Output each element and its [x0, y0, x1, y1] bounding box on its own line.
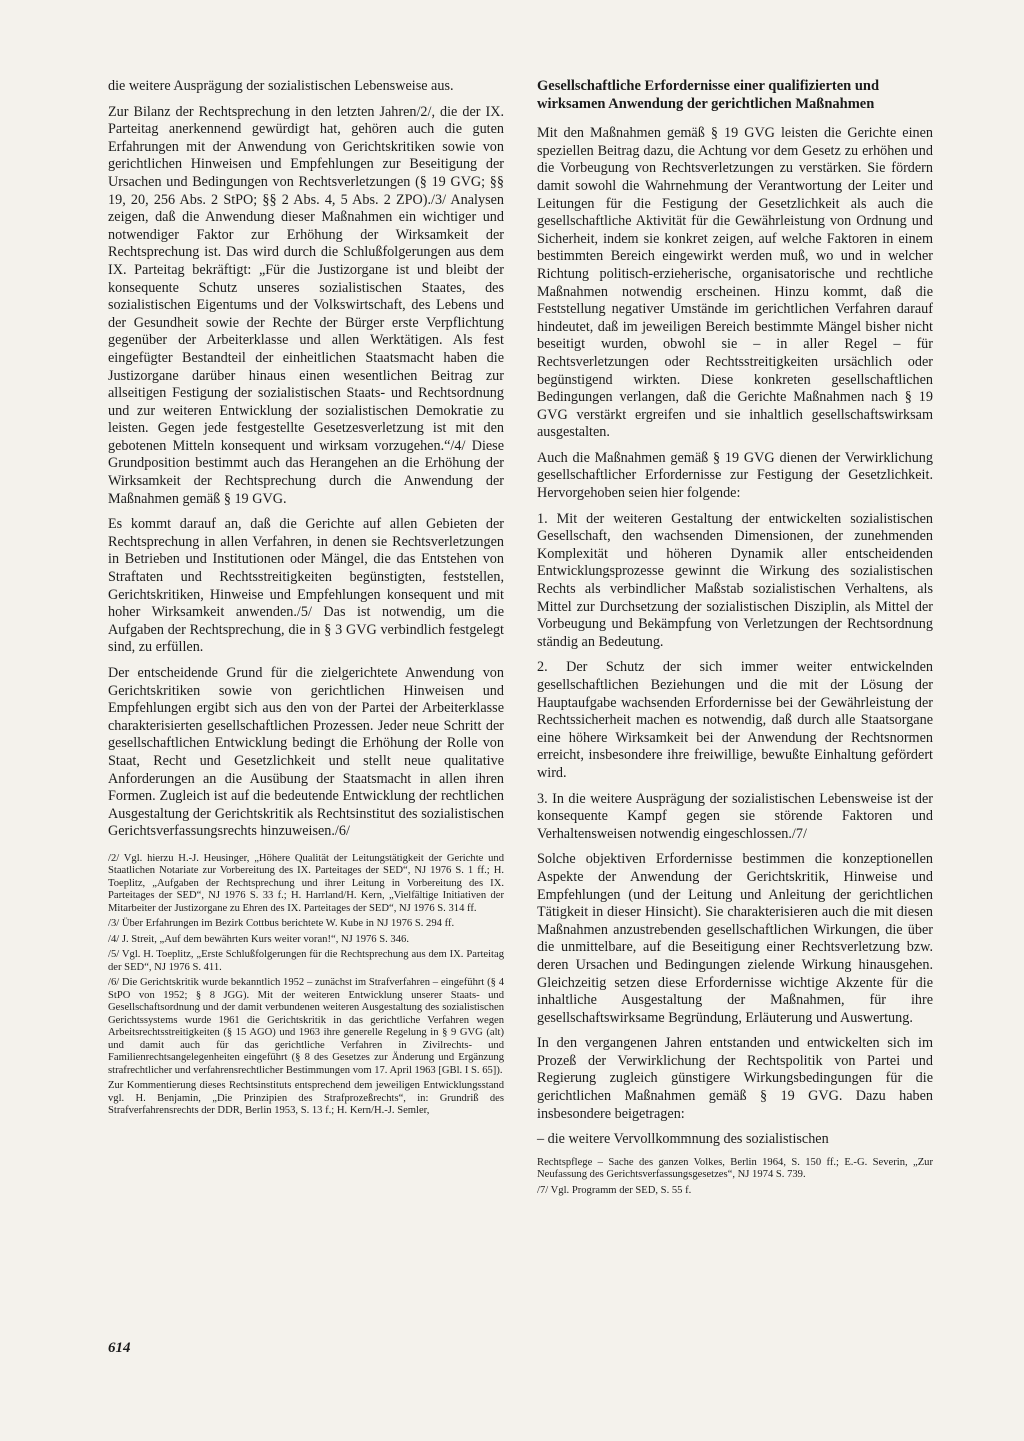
body-paragraph: Solche objektiven Erfordernisse bestimmen die konzeptionellen Aspekte der Anwendung der Gerichtskritik, Hinweise und Empfehlungen (und der Leitung und Anleitung der gerichtlichen Tätigkeit in dieser Hinsicht). Sie charakterisieren auch die mit diesen Maßnahmen anzustrebenden gesellschaftlichen Wirkungen, die über die unmittelbare, auf die Beseitigung einer Rechtsverletzung bzw. deren Ursachen und Bedingungen zielende Wirkung hinausgehen. Gleichzeitig setzen diese Erfordernisse wichtige Akzente für die inhaltliche Ausgestaltung der Maßnahmen, für ihre gesellschaftswirksame Begründung, Erläuterung und Auswertung.	[537, 851, 933, 1026]
body-paragraph: Es kommt darauf an, daß die Gerichte auf allen Gebieten der Rechtsprechung in allen Verfahren, in denen sie Rechtsverletzungen in Betrieben und Institutionen oder Mängel, die das Entstehen von Straftaten und Rechtsstreitigkeiten begünstigten, feststellen, Gerichtskritiken, Hinweise und Empfehlungen konsequent und mit hoher Wirksamkeit anwenden./5/ Das ist notwendig, um die Aufgaben der Rechtsprechung, die in § 3 GVG verbindlich festgelegt sind, zu erfüllen.	[108, 516, 504, 656]
list-item: – die weitere Vervollkommnung des sozialistischen	[537, 1131, 829, 1148]
section-heading: Gesellschaftliche Erfordernisse einer qualifizierten und wirksamen Anwendung der gerichtlichen Maßnahmen	[537, 78, 880, 112]
page-number: 614	[108, 1340, 131, 1356]
body-paragraph: Mit den Maßnahmen gemäß § 19 GVG leisten die Gerichte einen speziellen Beitrag dazu, die Achtung vor dem Gesetz zu erhöhen und die Vorbeugung von Rechtsverletzungen zu verstärken. Sie fördern damit sowohl die Wahrnehmung der Verantwortung der Leiter und Leitungen für die Festigung der Gesetzlichkeit als auch die gesellschaftliche Aktivität für die Gewährleistung von Ordnung und Sicherheit, indem sie konkret zeigen, auf welche Faktoren in einem bestimmten Bereich eingewirkt werden muß, wo und in welcher Richtung politisch-erzieherische, organisatorische und rechtliche Maßnahmen notwendig erscheinen. Hinzu kommt, daß die Feststellung negativer Umstände im gerichtlichen Verfahren darauf hindeutet, daß im jeweiligen Bereich bestimmte Mängel bisher nicht beseitigt wurden, obwohl sie – in aller Regel – für Rechtsverletzungen oder Rechtsstreitigkeiten ursächlich oder begünstigend wirkten. Diese konkreten gesellschaftlichen Bedingungen verlangen, daß die Gerichte Maßnahmen nach § 19 GVG verstärkt ergreifen und sie inhaltlich gesellschaftswirksam ausgestalten.	[537, 125, 933, 441]
footnote: /4/ J. Streit, „Auf dem bewährten Kurs weiter voran!“, NJ 1976 S. 346.	[108, 933, 409, 945]
footnotes-left	[108, 853, 504, 1118]
footnotes-right	[537, 1157, 933, 1198]
footnote: /3/ Über Erfahrungen im Bezirk Cottbus berichtete W. Kube in NJ 1976 S. 294 ff.	[108, 918, 455, 930]
footnote: /5/ Vgl. H. Toeplitz, „Erste Schlußfolgerungen für die Rechtsprechung aus dem IX. Parteitag der SED“, NJ 1976 S. 411.	[108, 949, 504, 973]
left-column	[108, 78, 504, 1121]
body-paragraph: Auch die Maßnahmen gemäß § 19 GVG dienen der Verwirklichung gesellschaftlicher Erfordernisse zur Festigung der Gesetzlichkeit. Hervorgehoben seien hier folgende:	[537, 449, 933, 502]
footnote: Rechtspflege – Sache des ganzen Volkes, Berlin 1964, S. 150 ff.; E.-G. Severin, „Zur Neufassung des Gerichtsverfassungsgesetzes“, NJ 1974 S. 739.	[537, 1156, 933, 1181]
footnote: Zur Kommentierung dieses Rechtsinstituts entsprechend dem jeweiligen Entwicklungsstand vgl. H. Benjamin, „Die Prinzipien des Strafprozeßrechts“, in: Grundriß des Strafverfahrensrechts der DDR, Berlin 1953, S. 13 f.; H. Kern/H.-J. Semler,	[108, 1080, 504, 1117]
body-paragraph: Der entscheidende Grund für die zielgerichtete Anwendung von Gerichtskritiken sowie von gerichtlichen Hinweisen und Empfehlungen ergibt sich aus den von der Partei der Arbeiterklasse charakterisierten gesellschaftlichen Prozessen. Jeder neue Schritt der gesellschaftlichen Entwicklung bedingt die Erhöhung der Rolle von Staat, Recht und Gesetzlichkeit und stellt neue qualitative Anforderungen an die Ausübung der Staatsmacht in allen ihren Formen. Zugleich ist auf die bedeutende Entwicklung der rechtlichen Ausgestaltung der Gerichtskritik als Rechtsinstitut des sozialistischen Gerichtsverfassungsrechts hinzuweisen./6/	[108, 665, 504, 840]
body-paragraph: In den vergangenen Jahren entstanden und entwickelten sich im Prozeß der Verwirklichung der Rechtspolitik von Partei und Regierung zugleich günstigere Wirkungsbedingungen für die gerichtlichen Maßnahmen gemäß § 19 GVG. Dazu haben insbesondere beigetragen:	[537, 1035, 933, 1122]
footnote: /6/ Die Gerichtskritik wurde bekanntlich 1952 – zunächst im Strafverfahren – eingeführt (§ 4 StPO von 1952; § 8 JGG). Mit der weiteren Entwicklung unserer Staats- und Gesellschaftsordnung und der damit verbundenen weiteren Ausgestaltung des sozialistischen Gerichtssystems wurde 1961 die Gerichtskritik in das gerichtliche Verfahren wegen Arbeitsrechtsstreitigkeiten (§ 15 AGO) und 1963 ihre generelle Regelung in § 9 GVG (alt) und damit auch für das gerichtliche Verfahren in Zivilrechts- und Familienrechtsangelegenheiten eingeführt (§ 8 des Gesetzes zur Änderung und Ergänzung strafrechtlicher und verfahrensrechtlicher Bestimmungen vom 17. April 1963 [GBl. I S. 65]).	[108, 977, 504, 1076]
list-item: 2. Der Schutz der sich immer weiter entwickelnden gesellschaftlichen Beziehungen und die mit der Lösung der Hauptaufgabe wachsenden Erfordernisse bei der Gewährleistung der Rechtssicherheit machen es notwendig, daß durch alle Staatsorgane eine höhere Wirksamkeit bei der Anwendung der Rechtsnormen erreicht, insbesondere ihre freiwillige, bewußte Einhaltung gefördert wird.	[537, 659, 933, 781]
list-item: 3. In die weitere Ausprägung der sozialistischen Lebensweise ist der konsequente Kampf gegen sie störende Faktoren und Verhaltensweisen notwendig eingeschlossen./7/	[537, 790, 933, 842]
footnote: /2/ Vgl. hierzu H.-J. Heusinger, „Höhere Qualität der Leitungstätigkeit der Gerichte und Staatlichen Notariate zur Vorbereitung des IX. Parteitages der SED“, NJ 1976 S. 1 ff.; H. Toeplitz, „Aufgaben der Rechtsprechung und ihrer Leitung in Vorbereitung des IX. Parteitages der SED“, NJ 1976 S. 33 f.; H. Harrland/H. Kern, „Vielfältige Initiativen der Mitarbeiter der Justizorgane zu Ehren des IX. Parteitages der SED“, NJ 1976 S. 314 ff.	[108, 852, 504, 914]
body-paragraph: Zur Bilanz der Rechtsprechung in den letzten Jahren/2/, die der IX. Parteitag anerkennend gewürdigt hat, gehören auch die guten Erfahrungen mit der Anwendung von Gerichtskritiken sowie von gerichtlichen Hinweisen und Empfehlungen zur Beseitigung der Ursachen und Bedingungen von Rechtsverletzungen (§ 19 GVG; §§ 19, 20, 256 Abs. 2 StPO; §§ 2 Abs. 4, 5 Abs. 2 ZPO)./3/ Analysen zeigen, daß die Anwendung dieser Maßnahmen ein wichtiger und notwendiger Faktor zur Erhöhung der Wirksamkeit der Rechtsprechung ist. Das wird durch die Schlußfolgerungen aus dem IX. Parteitag bekräftigt: „Für die Justizorgane ist und bleibt der konsequente Schutz unseres sozialistischen Staates, des sozialistischen Eigentums und der Volkswirtschaft, des Lebens und der Gesundheit sowie der Rechte der Bürger erste Verpflichtung gegenüber der Arbeiterklasse und allen Werktätigen. Als fest eingefügter Bestandteil der einheitlichen Staatsmacht haben die Justizorgane darüber hinaus einen wesentlichen Beitrag zur allseitigen Festigung der sozialistischen Staats- und Rechtsordnung und zur weiteren Entwicklung der sozialistischen Demokratie zu leisten. Gegen jede festgestellte Gesetzesverletzung ist mit den gebotenen Mitteln konsequent und wirksam vorzugehen.“/4/ Diese Grundposition bestimmt auch das Herangehen an die Erhöhung der Wirksamkeit der Rechtsprechung durch die Anwendung der Maßnahmen gemäß § 19 GVG.	[108, 103, 504, 507]
right-column	[537, 78, 933, 1200]
body-paragraph: die weitere Ausprägung der sozialistischen Lebensweise aus.	[108, 78, 454, 94]
footnote: /7/ Vgl. Programm der SED, S. 55 f.	[537, 1184, 692, 1196]
list-item: 1. Mit der weiteren Gestaltung der entwickelten sozialistischen Gesellschaft, den wachsenden Dimensionen, der zunehmenden Komplexität und höheren Dynamik aller entscheidenden Entwicklungsprozesse gewinnt die Wirkung des sozialistischen Rechts als verbindlicher Maßstab sozialistischen Verhaltens, als Mittel zur Durchsetzung der sozialistischen Disziplin, als Mittel der Vorbeugung und Bekämpfung von Verletzungen der Rechtsordnung ständig an Bedeutung.	[537, 510, 933, 650]
